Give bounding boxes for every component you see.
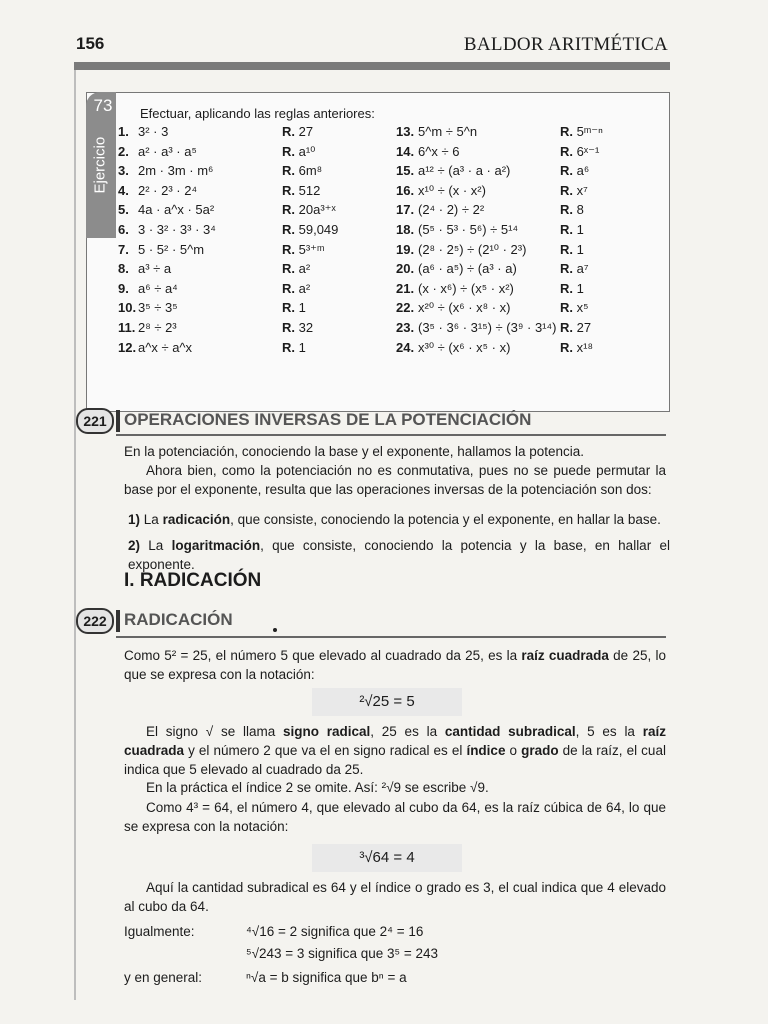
exercise-item-number: 6. [118, 222, 129, 237]
running-head: BALDOR ARITMÉTICA [463, 34, 668, 55]
exercise-item-answer [282, 222, 338, 237]
exercise-item-answer [282, 183, 320, 198]
answer-label: R. [282, 339, 299, 355]
label: Igualmente: [124, 924, 195, 939]
term: raíz cuadrada [124, 724, 666, 758]
exercise-item-expression: a² · a³ · a⁵ [138, 143, 197, 159]
answer-label: R. [282, 182, 299, 198]
answer-value: 32 [298, 320, 314, 335]
exercise-instruction: Efectuar, aplicando las reglas anteriores: [140, 106, 375, 121]
section-marker [116, 610, 120, 632]
exercise-item-number: 10. [118, 300, 137, 316]
exercise-item-expression: x¹⁰ ÷ (x · x²) [418, 182, 486, 198]
answer-label: R. [282, 124, 299, 139]
answer-label: R. [282, 261, 299, 277]
exercise-item-expression: (x · x⁶) ÷ (x⁵ · x²) [418, 280, 514, 296]
text: Como 5² = 25, el número 5 que elevado al cuadrado da 25, es la [124, 648, 518, 663]
exercise-item-answer [560, 320, 591, 335]
section-title-222: RADICACIÓN [124, 610, 233, 629]
exercise-item-answer [560, 340, 593, 355]
exercise-item-answer [282, 124, 313, 139]
answer-value: a⁶ [576, 163, 590, 179]
exercise-item-expression: x²⁰ ÷ (x⁶ · x⁸ · x) [418, 300, 511, 316]
answer-label: R. [560, 124, 577, 139]
exercise-item-expression: 2m · 3m · m⁶ [138, 163, 214, 179]
exercise-item-number: 11. [118, 320, 136, 335]
term: índice [466, 743, 506, 758]
answer-value: a² [298, 261, 311, 277]
exercise-item-expression: 4a · a^x · 5a² [138, 202, 215, 218]
exercise-item-answer [282, 281, 310, 296]
answer-label: R. [282, 320, 299, 335]
term-raiz-cuadrada: raíz cuadrada [521, 648, 609, 663]
answer-value: a⁷ [576, 261, 589, 277]
margin-rule [74, 70, 76, 1000]
answer-label: R. [560, 222, 577, 237]
exercise-item-answer [560, 281, 584, 296]
part-heading: I. RADICACIÓN [124, 570, 262, 591]
answer-value: a² [298, 280, 311, 296]
answer-label: R. [282, 163, 299, 179]
exercise-item-number: 1. [118, 124, 129, 139]
list-item [128, 536, 670, 574]
exercise-item-number: 7. [118, 241, 129, 257]
list-text: La [143, 512, 159, 527]
exercise-number: 73 [93, 96, 113, 115]
exercise-item-expression: (a⁶ · a⁵) ÷ (a³ · a) [418, 261, 517, 277]
exercise-item-answer [282, 242, 325, 258]
exercise-label: Ejercicio [91, 136, 109, 194]
exercise-item-expression: a¹² ÷ (a³ · a · a²) [418, 163, 511, 179]
answer-label: R. [560, 280, 577, 296]
paragraph [124, 722, 666, 779]
answer-value: 27 [298, 124, 314, 139]
section-number-222: 222 [76, 608, 114, 634]
answer-label: R. [282, 241, 299, 257]
exercise-item-number: 16. [396, 182, 415, 198]
term: signo radical [283, 724, 371, 739]
answer-label: R. [560, 339, 577, 355]
exercise-item-number: 3. [118, 163, 129, 179]
exercise-item-expression: 3⁵ ÷ 3⁵ [138, 300, 178, 316]
answer-value: 1 [576, 241, 584, 257]
term: grado [521, 743, 559, 758]
exercise-item-number: 5. [118, 202, 129, 218]
exercise-item-answer [560, 183, 588, 198]
answer-label: R. [560, 300, 577, 316]
exercise-item-expression: (3⁵ · 3⁶ · 3¹⁵) ÷ (3⁹ · 3¹⁴) [418, 320, 557, 335]
exercise-item-expression: 5^m ÷ 5^n [418, 124, 478, 139]
exercise-item-number: 9. [118, 280, 129, 296]
answer-label: R. [282, 222, 299, 237]
exercise-item-expression: 6^x ÷ 6 [418, 143, 460, 159]
answer-value: 6ˣ⁻¹ [576, 143, 600, 159]
exercise-item-answer [560, 261, 589, 276]
equation: ⁵√243 = 3 significa que 3⁵ = 243 [246, 946, 438, 961]
answer-value: a¹⁰ [298, 143, 316, 159]
exercise-item-expression: 2⁸ ÷ 2³ [138, 320, 177, 335]
answer-label: R. [560, 143, 577, 159]
section-rule [116, 636, 666, 638]
exercise-item-answer [282, 300, 306, 315]
answer-label: R. [282, 143, 299, 159]
section-number-221: 221 [76, 408, 114, 434]
section-marker [116, 410, 120, 432]
header-rule [74, 62, 670, 70]
text: de 25, lo que se expresa con la notación: [124, 648, 666, 682]
exercise-item-number: 2. [118, 143, 129, 159]
paragraph: Ahora bien, como la potenciación no es conmutativa, pues no se puede permutar la base por el exponente, resulta que las operaciones inversas de la potenciación son dos: [124, 463, 666, 497]
answer-value: 5ᵐ⁻ⁿ [576, 124, 603, 139]
paragraph: En la potenciación, conociendo la base y el exponente, hallamos la potencia. [124, 444, 585, 459]
formula: ²√25 = 5 [312, 688, 462, 716]
exercise-item-number: 23. [396, 320, 415, 335]
list-text: , que consiste, conociendo la potencia y la base, en hallar el exponente. [128, 538, 670, 572]
exercise-item-expression: 5 · 5² · 5^m [138, 241, 205, 257]
exercise-item-expression: a^x ÷ a^x [138, 339, 193, 355]
list-text: La [148, 538, 164, 553]
answer-value: 1 [576, 222, 584, 237]
exercise-item-answer [282, 320, 313, 335]
term-radicacion: radicación [162, 512, 231, 527]
text: El signo √ se llama [146, 724, 276, 739]
exercise-item-expression: a³ ÷ a [138, 261, 172, 277]
section-rule [116, 434, 666, 436]
equation: ⁿ√a = b significa que bⁿ = a [246, 970, 407, 985]
answer-value: x⁷ [576, 182, 588, 198]
paragraph [124, 646, 666, 684]
answer-value: x⁵ [576, 300, 589, 316]
answer-value: 1 [576, 280, 584, 296]
answer-value: 59,049 [298, 222, 339, 237]
answer-label: R. [560, 182, 577, 198]
formula: ³√64 = 4 [312, 844, 462, 872]
term-logaritmacion: logaritmación [171, 538, 261, 553]
text: , 25 es la [370, 724, 438, 739]
exercise-item-expression: 3² · 3 [138, 124, 169, 139]
equation: ⁴√16 = 2 significa que 2⁴ = 16 [246, 924, 424, 939]
exercise-item-number: 15. [396, 163, 415, 179]
exercise-item-number: 13. [396, 124, 415, 139]
list-text: , que consiste, conociendo la potencia y el exponente, en hallar la base. [230, 512, 661, 527]
answer-value: 20a³⁺ˣ [298, 202, 336, 218]
stray-dot [273, 628, 277, 632]
exercise-item-answer [560, 222, 584, 237]
exercise-item-answer [282, 163, 322, 178]
exercise-item-expression: 3 · 3² · 3³ · 3⁴ [138, 222, 216, 237]
text: , 5 es la [575, 724, 635, 739]
answer-value: x¹⁸ [576, 339, 593, 355]
exercise-item-number: 12. [118, 339, 137, 355]
list-number: 1) [128, 512, 141, 527]
answer-label: R. [282, 202, 299, 218]
answer-label: R. [282, 300, 299, 316]
section-title-221: OPERACIONES INVERSAS DE LA POTENCIACIÓN [124, 410, 532, 429]
label: y en general: [124, 970, 203, 985]
exercise-item-number: 18. [396, 222, 415, 237]
exercise-item-expression: (5⁵ · 5³ · 5⁶) ÷ 5¹⁴ [418, 222, 519, 237]
exercise-item-answer [560, 300, 589, 315]
answer-label: R. [560, 202, 577, 218]
page-number: 156 [76, 34, 105, 53]
exercise-item-answer [282, 144, 315, 160]
exercise-item-answer [560, 124, 603, 140]
exercise-item-answer [560, 144, 599, 160]
exercise-item-number: 22. [396, 300, 415, 316]
text: o [509, 743, 518, 758]
answer-value: 6m⁸ [298, 163, 323, 179]
list-number: 2) [128, 538, 141, 553]
list-item [128, 510, 670, 529]
answer-value: 27 [576, 320, 592, 335]
exercise-item-answer [560, 242, 584, 257]
text: y el número 2 que va el en signo radical es el [188, 743, 463, 758]
exercise-item-answer [282, 202, 336, 218]
answer-value: 1 [298, 300, 306, 316]
exercise-item-expression: a⁶ ÷ a⁴ [138, 280, 178, 296]
exercise-item-number: 17. [396, 202, 415, 218]
exercise-item-answer [282, 261, 310, 276]
answer-value: 8 [576, 202, 584, 218]
exercise-item-answer [560, 202, 584, 217]
answer-label: R. [560, 241, 577, 257]
answer-value: 5³⁺ᵐ [298, 241, 325, 257]
exercise-item-answer [560, 163, 589, 178]
exercise-item-number: 14. [396, 143, 415, 159]
paragraph: En la práctica el índice 2 se omite. Así: ²√9 se escribe √9. [146, 780, 489, 795]
text: de la raíz, el cual indica que 5 elevado al cuadrado da 25. [124, 743, 666, 777]
exercise-item-number: 4. [118, 182, 129, 198]
exercise-item-number: 21. [396, 280, 415, 296]
exercise-item-number: 19. [396, 241, 415, 257]
exercise-item-expression: 2² · 2³ · 2⁴ [138, 182, 198, 198]
exercise-item-expression: x³⁰ ÷ (x⁶ · x⁵ · x) [418, 339, 511, 355]
answer-label: R. [282, 280, 299, 296]
paragraph: Aquí la cantidad subradical es 64 y el índice o grado es 3, el cual indica que 4 elevado al cubo da 64. [124, 880, 666, 914]
answer-value: 1 [298, 339, 306, 355]
exercise-item-number: 8. [118, 261, 129, 277]
exercise-item-number: 20. [396, 261, 415, 277]
exercise-item-expression: (2⁴ · 2) ÷ 2² [418, 202, 485, 218]
answer-label: R. [560, 261, 577, 277]
paragraph: Como 4³ = 64, el número 4, que elevado al cubo da 64, es la raíz cúbica de 64, lo que se expresa con la notación: [124, 800, 666, 834]
exercise-item-number: 24. [396, 339, 415, 355]
exercise-item-expression: (2⁸ · 2⁵) ÷ (2¹⁰ · 2³) [418, 241, 527, 257]
answer-label: R. [560, 163, 577, 179]
answer-label: R. [560, 320, 577, 335]
exercise-item-answer [282, 340, 306, 355]
term: cantidad subradical [444, 724, 576, 739]
answer-value: 512 [298, 182, 321, 198]
